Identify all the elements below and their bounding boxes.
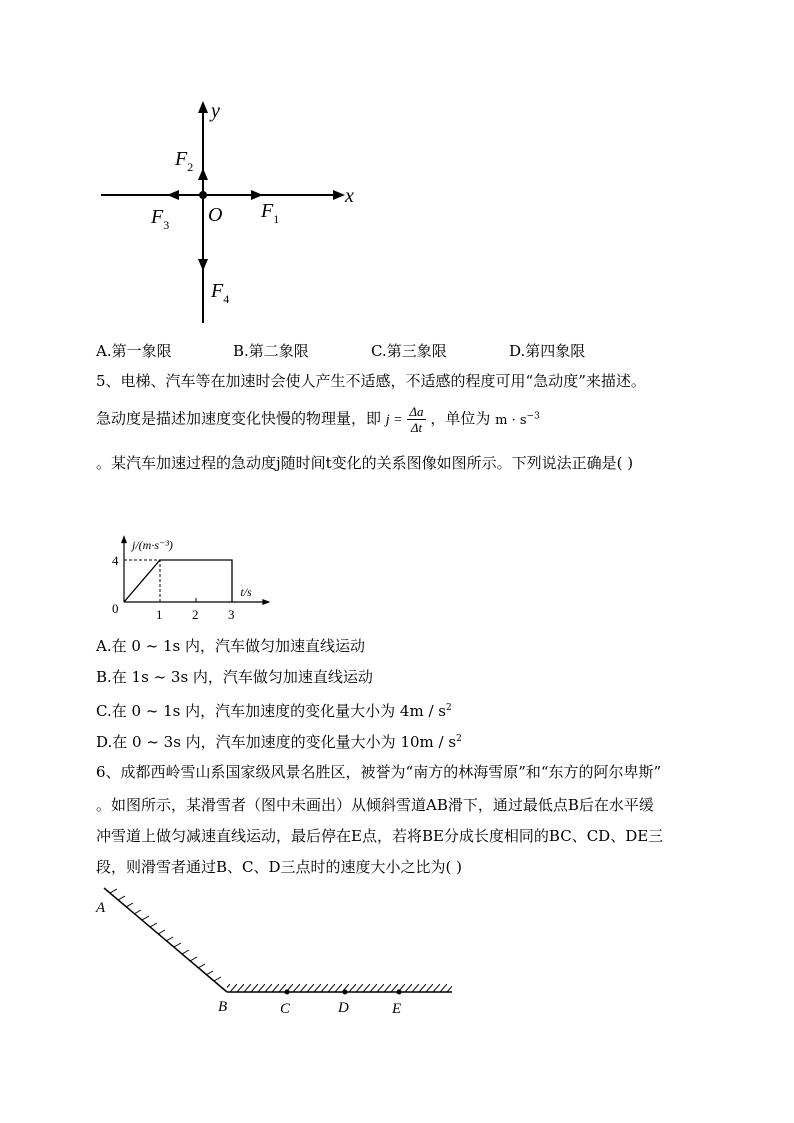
chart-origin-label: 0 [112, 601, 119, 616]
q6-line-2: 。如图所示，某滑雪者（图中未画出）从倾斜雪道AB滑下，通过最低点B后在水平缓 [96, 796, 654, 814]
q5-option-d[interactable]: D.在 0 ~ 3s 内，汽车加速度的变化量大小为 $10m / s^2$ [96, 733, 462, 751]
f3-arrow-icon [167, 190, 179, 200]
q5-option-a[interactable]: A.在 0 ~ 1s 内，汽车做匀加速直线运动 [96, 637, 366, 655]
q5-option-c[interactable]: C.在 0 ~ 1s 内，汽车加速度的变化量大小为 $4m / s^2$ [96, 702, 452, 720]
track-hatch [227, 984, 452, 992]
q6-line-4: 段，则滑雪者通过B、C、D三点时的速度大小之比为( ) [96, 858, 463, 876]
chart-x-axis-label: t/s [240, 585, 252, 599]
f2-arrow-icon [198, 168, 208, 180]
axis-y-label: y [211, 100, 220, 122]
f1-arrow-icon [251, 190, 263, 200]
origin-label: O [208, 204, 223, 226]
q6-line-1: 6、成都西岭雪山系国家级风景名胜区，被誉为“南方的林海雪原”和“东方的阿尔卑斯” [96, 763, 662, 781]
q4-option-b[interactable]: B.第二象限 [233, 342, 309, 360]
slope-ab [104, 888, 227, 992]
point-e [397, 990, 402, 995]
f4-label: $F_4$ [211, 280, 230, 306]
label-a: A [96, 900, 106, 916]
unit: $m \cdot s^{-3}$ [495, 411, 540, 428]
label-d: D [338, 1000, 349, 1016]
label-b: B [218, 999, 228, 1015]
q4-option-d[interactable]: D.第四象限 [509, 342, 586, 360]
formula-denominator: Δt [410, 420, 423, 435]
q5-option-b[interactable]: B.在 1s ~ 3s 内，汽车做匀加速直线运动 [96, 668, 373, 686]
origin-dot [199, 191, 207, 199]
chart-x-tick-label: 2 [192, 607, 199, 622]
y-axis-arrow-icon [198, 101, 208, 113]
force-diagram [95, 95, 365, 330]
point-c [285, 990, 290, 995]
chart-y-tick-label: 4 [112, 553, 119, 568]
q5-line-2-post: ，单位为 [430, 409, 491, 428]
q5-line-3: 。某汽车加速过程的急动度j随时间t变化的关系图像如图所示。下列说法正确是( ) [96, 454, 634, 472]
f2-label: $F_2$ [175, 148, 194, 174]
chart-y-axis-arrow-icon [121, 535, 127, 543]
formula-numerator: Δa [409, 404, 424, 419]
chart-x-axis-arrow-icon [262, 599, 270, 605]
axis-x-label: x [345, 185, 354, 207]
q5-line-2-text: 急动度是描述加速度变化快慢的物理量，即 [96, 409, 382, 428]
f4-arrow-icon [198, 259, 208, 271]
q6-line-3: 冲雪道上做匀减速直线运动，最后停在E点，若将BE分成长度相同的BC、CD、DE三 [96, 827, 664, 845]
q4-option-c[interactable]: C.第三象限 [371, 342, 447, 360]
ski-slope-diagram [90, 880, 460, 1020]
chart-x-tick-label: 3 [228, 607, 235, 622]
jerk-time-chart [104, 496, 284, 626]
label-c: C [280, 1001, 291, 1017]
chart-y-axis-label: j/(m·s⁻³) [132, 538, 173, 553]
label-e: E [392, 1001, 402, 1017]
point-d [343, 990, 348, 995]
formula-fraction [407, 404, 425, 435]
f1-label: $F_1$ [261, 200, 280, 226]
slope-hatch [110, 889, 221, 981]
q5-line-1: 5、电梯、汽车等在加速时会使人产生不适感，不适感的程度可用“急动度”来描述。 [96, 372, 646, 390]
chart-series-line [124, 560, 232, 602]
q4-option-a[interactable]: A.第一象限 [96, 342, 172, 360]
chart-x-tick-label: 1 [156, 607, 163, 622]
formula-lhs: j = [385, 412, 403, 428]
q5-line-2 [96, 404, 540, 435]
f3-label: $F_3$ [151, 206, 170, 232]
x-axis-arrow-icon [333, 190, 345, 200]
